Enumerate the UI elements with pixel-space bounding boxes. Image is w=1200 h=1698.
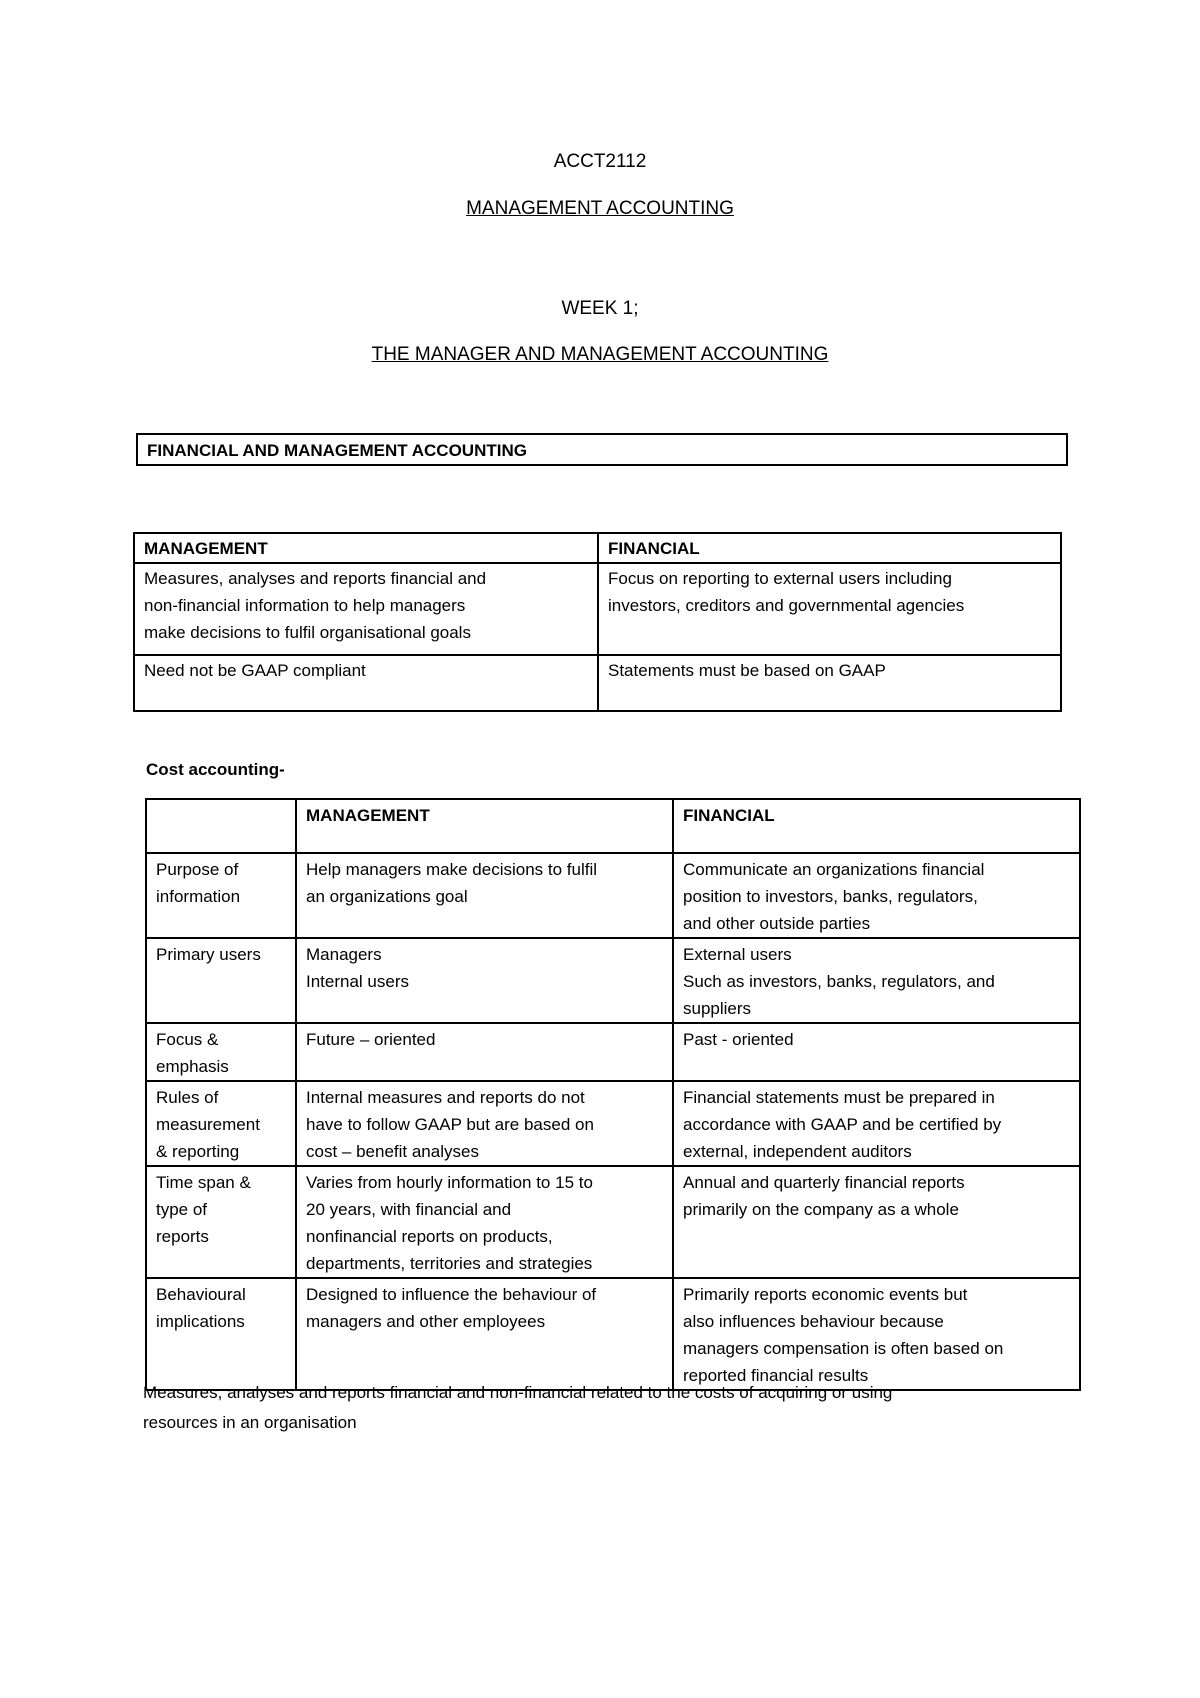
row-label xyxy=(146,1081,296,1166)
cell-line: Varies from hourly information to 15 to xyxy=(306,1173,593,1192)
cell-line: nonfinancial reports on products, xyxy=(306,1227,553,1246)
row-label xyxy=(146,1278,296,1390)
table-cell xyxy=(134,563,598,655)
cell-line: Such as investors, banks, regulators, and xyxy=(683,972,995,991)
cell-line: Past - oriented xyxy=(683,1030,794,1049)
cell-line: reports xyxy=(156,1227,209,1246)
section-heading: FINANCIAL AND MANAGEMENT ACCOUNTING xyxy=(136,433,1068,466)
table-cell xyxy=(296,938,673,1023)
cell-line: Internal users xyxy=(306,972,409,991)
table-row xyxy=(134,655,1061,711)
cell-line: managers compensation is often based on xyxy=(683,1339,1004,1358)
cell-line: cost – benefit analyses xyxy=(306,1142,479,1161)
cell-line: also influences behaviour because xyxy=(683,1312,944,1331)
header-financial: FINANCIAL xyxy=(673,799,1080,853)
cell-line: External users xyxy=(683,945,792,964)
cell-line: Annual and quarterly financial reports xyxy=(683,1173,965,1192)
table-cell xyxy=(296,1023,673,1081)
row-label xyxy=(146,1166,296,1278)
cell-line: Primarily reports economic events but xyxy=(683,1285,968,1304)
table-cell xyxy=(673,1278,1080,1390)
cell-line: external, independent auditors xyxy=(683,1142,912,1161)
footer-line: resources in an organisation xyxy=(143,1413,357,1432)
cell-line: non-financial information to help managers xyxy=(144,596,466,615)
cell-line: type of xyxy=(156,1200,208,1219)
cell-line: Measures, analyses and reports financial and xyxy=(144,569,487,588)
header-management: MANAGEMENT xyxy=(296,799,673,853)
table-cell xyxy=(673,853,1080,938)
cost-accounting-table xyxy=(145,798,1081,1391)
cell-line: Purpose of xyxy=(156,860,239,879)
cell-line: reported financial results xyxy=(683,1366,869,1385)
row-label xyxy=(146,938,296,1023)
table-header-row xyxy=(146,799,1080,853)
cell-line: information xyxy=(156,887,241,906)
table-row xyxy=(146,1278,1080,1390)
week-title: THE MANAGER AND MANAGEMENT ACCOUNTING xyxy=(371,344,829,365)
cell-line: Statements must be based on GAAP xyxy=(608,661,886,680)
table-row xyxy=(134,563,1061,655)
cell-line: investors, creditors and governmental agencies xyxy=(608,596,965,615)
cell-line: accordance with GAAP and be certified by xyxy=(683,1115,1002,1134)
cell-line: Help managers make decisions to fulfil xyxy=(306,860,598,879)
cell-line: Future – oriented xyxy=(306,1030,436,1049)
table-header-row xyxy=(134,533,1061,563)
table-row xyxy=(146,1081,1080,1166)
cell-line: Focus on reporting to external users including xyxy=(608,569,952,588)
cell-line: Behavioural xyxy=(156,1285,246,1304)
cell-line: Primary users xyxy=(156,945,261,964)
cell-line: measurement xyxy=(156,1115,260,1134)
table-cell xyxy=(673,938,1080,1023)
cell-line: suppliers xyxy=(683,999,752,1018)
cell-line: position to investors, banks, regulators, xyxy=(683,887,978,906)
table-cell xyxy=(673,1081,1080,1166)
week-label: WEEK 1; xyxy=(561,298,639,319)
table-cell xyxy=(134,655,598,711)
table-cell xyxy=(296,1081,673,1166)
cell-line: Focus & xyxy=(156,1030,219,1049)
table-cell xyxy=(296,1166,673,1278)
cell-line: managers and other employees xyxy=(306,1312,546,1331)
table-row xyxy=(146,938,1080,1023)
cell-line: emphasis xyxy=(156,1057,229,1076)
cell-line: Designed to influence the behaviour of xyxy=(306,1285,597,1304)
cell-line: Need not be GAAP compliant xyxy=(144,661,366,680)
table-row xyxy=(146,1023,1080,1081)
header-empty xyxy=(146,799,296,853)
table-cell xyxy=(598,655,1061,711)
table-cell xyxy=(296,853,673,938)
cell-line: Managers xyxy=(306,945,382,964)
course-code: ACCT2112 xyxy=(553,151,647,172)
table-cell xyxy=(598,563,1061,655)
comparison-table xyxy=(133,532,1062,712)
cost-accounting-label: Cost accounting- xyxy=(146,760,285,779)
cell-line: an organizations goal xyxy=(306,887,468,906)
cell-line: & reporting xyxy=(156,1142,240,1161)
footer-line: Measures, analyses and reports financial and non-financial related to the costs of acquiring or using xyxy=(143,1383,893,1402)
cell-line: Internal measures and reports do not xyxy=(306,1088,585,1107)
course-title: MANAGEMENT ACCOUNTING xyxy=(466,198,734,219)
cell-line: have to follow GAAP but are based on xyxy=(306,1115,594,1134)
table-cell xyxy=(296,1278,673,1390)
cell-line: make decisions to fulfil organisational goals xyxy=(144,623,471,642)
cell-line: 20 years, with financial and xyxy=(306,1200,512,1219)
header-management: MANAGEMENT xyxy=(134,533,598,563)
table-row xyxy=(146,853,1080,938)
row-label xyxy=(146,853,296,938)
table-cell xyxy=(673,1166,1080,1278)
footer-paragraph xyxy=(143,1378,1103,1438)
cell-line: implications xyxy=(156,1312,245,1331)
cell-line: Rules of xyxy=(156,1088,219,1107)
cell-line: Communicate an organizations financial xyxy=(683,860,985,879)
cell-line: departments, territories and strategies xyxy=(306,1254,593,1273)
table-row xyxy=(146,1166,1080,1278)
cell-line: Financial statements must be prepared in xyxy=(683,1088,995,1107)
row-label xyxy=(146,1023,296,1081)
cell-line: Time span & xyxy=(156,1173,251,1192)
table-cell xyxy=(673,1023,1080,1081)
cell-line: and other outside parties xyxy=(683,914,871,933)
header-financial: FINANCIAL xyxy=(598,533,1061,563)
cell-line: primarily on the company as a whole xyxy=(683,1200,959,1219)
